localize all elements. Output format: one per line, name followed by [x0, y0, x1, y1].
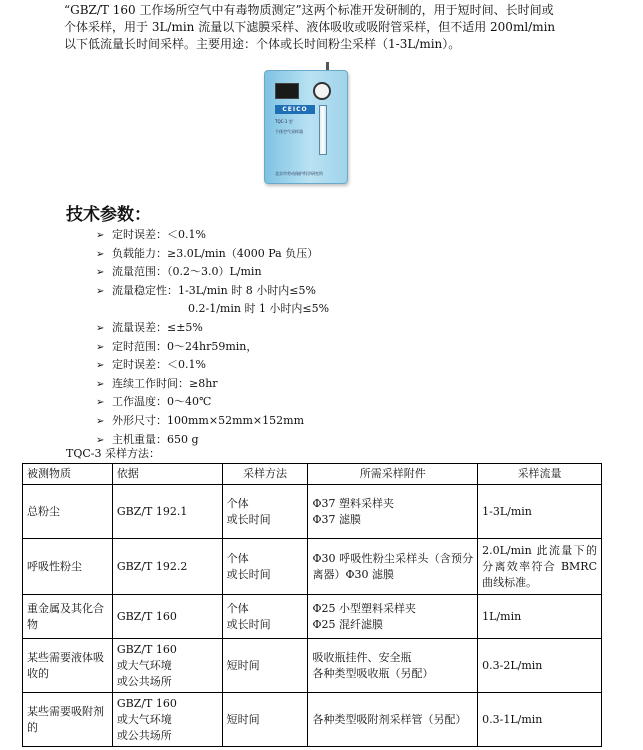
cell-method: 个体 或长时间	[222, 485, 308, 539]
spec-item: ➢ 连续工作时间：≥8hr	[96, 375, 329, 394]
spec-item: ➢ 主机重量：650 g	[96, 431, 329, 450]
device-brand-label: CEICO	[275, 105, 315, 114]
cell-flow: 2.0L/min 此流量下的分离效率符合 BMRC 曲线标准。	[478, 539, 602, 595]
header-method: 采样方法	[222, 464, 308, 485]
bullet-arrow-icon: ➢	[96, 230, 105, 241]
bullet-arrow-icon: ➢	[96, 415, 105, 427]
spec-item: ➢ 定时误差：＜0.1%	[96, 356, 329, 375]
cell-substance: 呼吸性粉尘	[23, 539, 113, 595]
cell-basis: GBZ/T 160 或大气环境 或公共场所	[112, 693, 222, 747]
bullet-arrow-icon: ➢	[96, 248, 105, 260]
bullet-arrow-icon: ➢	[96, 360, 105, 372]
cell-accessories: Φ37 塑料采样夹 Φ37 滤膜	[308, 485, 478, 539]
table-row	[23, 595, 602, 639]
bullet-arrow-icon: ➢	[96, 285, 105, 297]
intro-paragraph	[64, 2, 564, 53]
bullet-arrow-icon: ➢	[96, 341, 105, 353]
intro-line: 以下低流量长时间采样。主要用途：个体或长时间粉尘采样（1-3L/min）。	[64, 37, 461, 51]
spec-item-continuation: 0.2-1/min 时 1 小时内≤5%	[188, 302, 330, 316]
sampling-method-table	[22, 463, 602, 747]
intro-line: “GBZ/T 160 工作场所空气中有毒物质测定”这两个标准开发研制的，用于短时间、长时间或	[64, 3, 554, 17]
device-name-text: 个体空气采样器	[275, 129, 303, 134]
table-row	[23, 693, 602, 747]
spec-item: ➢ 定时误差：＜0.1%	[96, 226, 329, 245]
spec-item: ➢ 外形尺寸：100mm×52mm×152mm	[96, 412, 329, 431]
intro-line: 个体采样，用于 3L/min 流量以下滤膜采样、液体吸收或吸附管采样，但不适用 200ml/min	[64, 20, 556, 34]
sampler-device-photo	[264, 70, 348, 184]
spec-item: ➢ 流量误差：≤±5%	[96, 319, 329, 338]
cell-flow: 0.3-2L/min	[478, 639, 602, 693]
table-row	[23, 485, 602, 539]
cell-accessories: Φ25 小型塑料采样夹 Φ25 混纤滤膜	[308, 595, 478, 639]
cell-flow: 1L/min	[478, 595, 602, 639]
cell-accessories: 吸收瓶挂件、安全瓶 各种类型吸收瓶（另配）	[308, 639, 478, 693]
method-heading: TQC-3 采样方法：	[66, 447, 160, 460]
table-header-row	[23, 464, 602, 485]
cell-basis: GBZ/T 192.1	[112, 485, 222, 539]
bullet-arrow-icon: ➢	[96, 322, 105, 334]
cell-method: 个体 或长时间	[222, 539, 308, 595]
device-model-text: TQC-1 型	[275, 119, 293, 124]
cell-substance: 某些需要吸附剂的	[23, 693, 113, 747]
cell-method: 短时间	[222, 639, 308, 693]
spec-item: ➢ 定时范围：0～24hr59min，	[96, 338, 329, 357]
cell-basis: GBZ/T 160	[112, 595, 222, 639]
bullet-arrow-icon: ➢	[96, 397, 105, 409]
bullet-arrow-icon: ➢	[96, 434, 105, 446]
cell-method: 短时间	[222, 693, 308, 747]
spec-item: ➢ 负载能力：≥3.0L/min（4000 Pa 负压）	[96, 245, 329, 264]
cell-basis: GBZ/T 192.2	[112, 539, 222, 595]
device-flow-knob	[313, 82, 331, 100]
header-flow: 采样流量	[478, 464, 602, 485]
header-basis: 依据	[112, 464, 222, 485]
header-accessories: 所需采样附件	[308, 464, 478, 485]
cell-accessories: 各种类型吸附剂采样管（另配）	[308, 693, 478, 747]
cell-substance: 重金属及其化合物	[23, 595, 113, 639]
spec-list	[96, 226, 329, 449]
specs-heading: 技术参数：	[66, 205, 151, 225]
cell-method: 个体 或长时间	[222, 595, 308, 639]
device-maker-text: 北京市劳动保护科学研究所	[275, 171, 323, 176]
table-row	[23, 539, 602, 595]
spec-item: ➢ 流量范围：（0.2～3.0）L/min	[96, 263, 329, 282]
header-substance: 被测物质	[23, 464, 113, 485]
cell-basis: GBZ/T 160 或大气环境 或公共场所	[112, 639, 222, 693]
cell-flow: 1-3L/min	[478, 485, 602, 539]
bullet-arrow-icon: ➢	[96, 378, 105, 390]
bullet-arrow-icon: ➢	[96, 267, 105, 279]
device-flowmeter-tube	[319, 105, 327, 155]
cell-substance: 某些需要液体吸收的	[23, 639, 113, 693]
cell-substance: 总粉尘	[23, 485, 113, 539]
cell-accessories: Φ30 呼吸性粉尘采样头（含预分离器）Φ30 滤膜	[308, 539, 478, 595]
cell-flow: 0.3-1L/min	[478, 693, 602, 747]
spec-item: ➢ 工作温度：0～40℃	[96, 393, 329, 412]
spec-item: ➢ 流量稳定性：1-3L/min 时 8 小时内≤5%	[96, 282, 329, 301]
table-row	[23, 639, 602, 693]
device-display	[275, 83, 299, 99]
